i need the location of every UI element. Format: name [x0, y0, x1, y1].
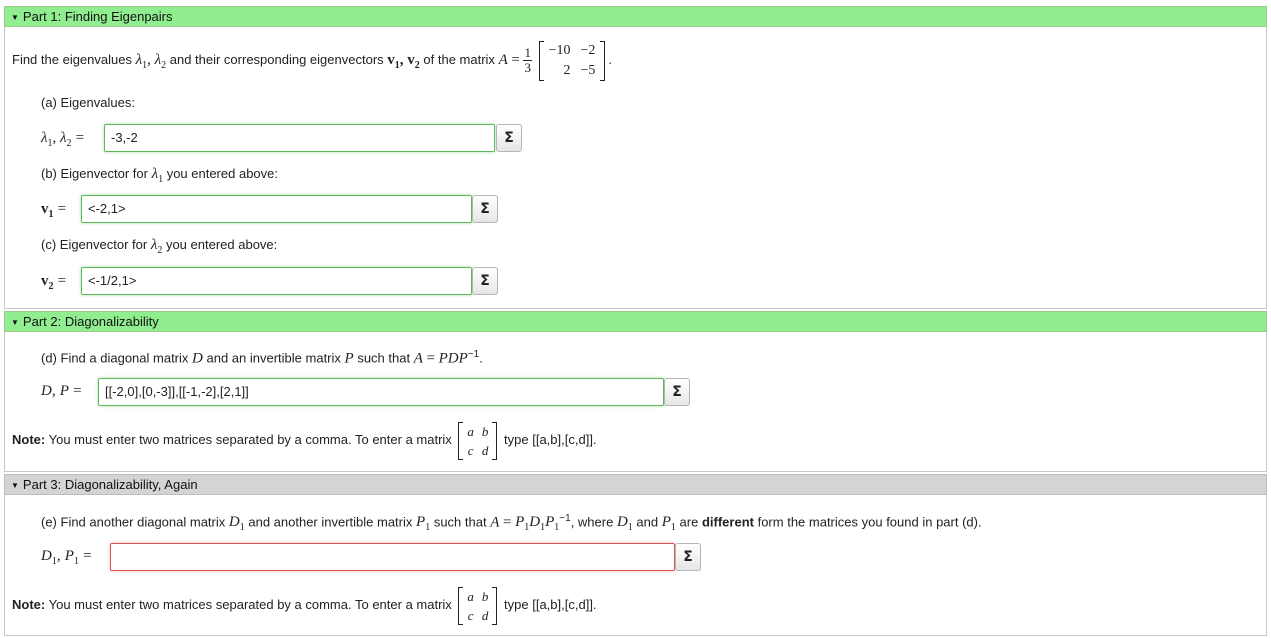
- dp-input[interactable]: [[-2,0],[0,-3]],[[-1,-2],[2,1]]: [98, 378, 664, 406]
- matrix-A: −10 −2 2 −5: [539, 41, 606, 81]
- v2-answer-label: $v_2$ =: [41, 273, 67, 292]
- caret-down-icon: ▼: [11, 318, 19, 327]
- caret-down-icon: ▼: [11, 13, 19, 22]
- part3-header[interactable]: ▼ Part 3: Diagonalizability, Again: [4, 474, 1267, 495]
- part2-note: Note: You must enter two matrices separated by a comma. To enter a matrix a b c d type [[a,b],[c,d]].: [12, 423, 597, 458]
- matrix-scale: $\frac{1}{3}$: [524, 45, 531, 76]
- d1p1-input[interactable]: [110, 543, 675, 571]
- part2-d-label: (d) Find a diagonal matrix D and an invertible matrix P such that $A = PDP^{-1}$.: [41, 349, 483, 367]
- part1-b-label: (b) Eigenvector for $\lambda_1$ you entered above:: [41, 166, 278, 185]
- part2-header[interactable]: ▼ Part 2: Diagonalizability: [4, 311, 1267, 332]
- part1-header[interactable]: ▼ Part 1: Finding Eigenpairs: [4, 6, 1267, 27]
- v2-input[interactable]: <-1/2,1>: [81, 267, 472, 295]
- example-matrix: a b c d: [458, 422, 497, 460]
- d1p1-answer-label: $D_1$, $P_1$ =: [41, 548, 92, 567]
- part3-note: Note: You must enter two matrices separated by a comma. To enter a matrix a b c d type [[a,b],[c,d]].: [12, 588, 597, 623]
- part3-e-label: (e) Find another diagonal matrix $D_1$ and another invertible matrix $P_1$ such that $A = P_1D_1P_1^{-1}$, where $D_1$ and $P_1$ are different form the matrices you found in part (d).: [41, 513, 982, 534]
- sigma-icon[interactable]: Σ: [675, 543, 701, 571]
- sigma-icon[interactable]: Σ: [472, 267, 498, 295]
- lambda-answer-label: $\lambda_1$, $\lambda_2$ =: [41, 130, 85, 149]
- example-matrix: a b c d: [458, 587, 497, 625]
- sigma-icon[interactable]: Σ: [496, 124, 522, 152]
- sigma-icon[interactable]: Σ: [472, 195, 498, 223]
- caret-down-icon: ▼: [11, 481, 19, 490]
- dp-answer-label: D, P =: [41, 383, 82, 399]
- eigenvalues-input[interactable]: -3,-2: [104, 124, 495, 152]
- part1-c-label: (c) Eigenvector for $\lambda_2$ you entered above:: [41, 237, 278, 256]
- part1-a-label: (a) Eigenvalues:: [41, 95, 135, 110]
- v1-input[interactable]: <-2,1>: [81, 195, 472, 223]
- part1-question: Find the eigenvalues $\lambda_1$, $\lambda_2$ and their corresponding eigenvectors $v_1$, $v_2$ of the matrix A = $\frac{1}{3}$ −10 −2 2 −5 .: [12, 38, 612, 82]
- v1-answer-label: $v_1$ =: [41, 201, 67, 220]
- sigma-icon[interactable]: Σ: [664, 378, 690, 406]
